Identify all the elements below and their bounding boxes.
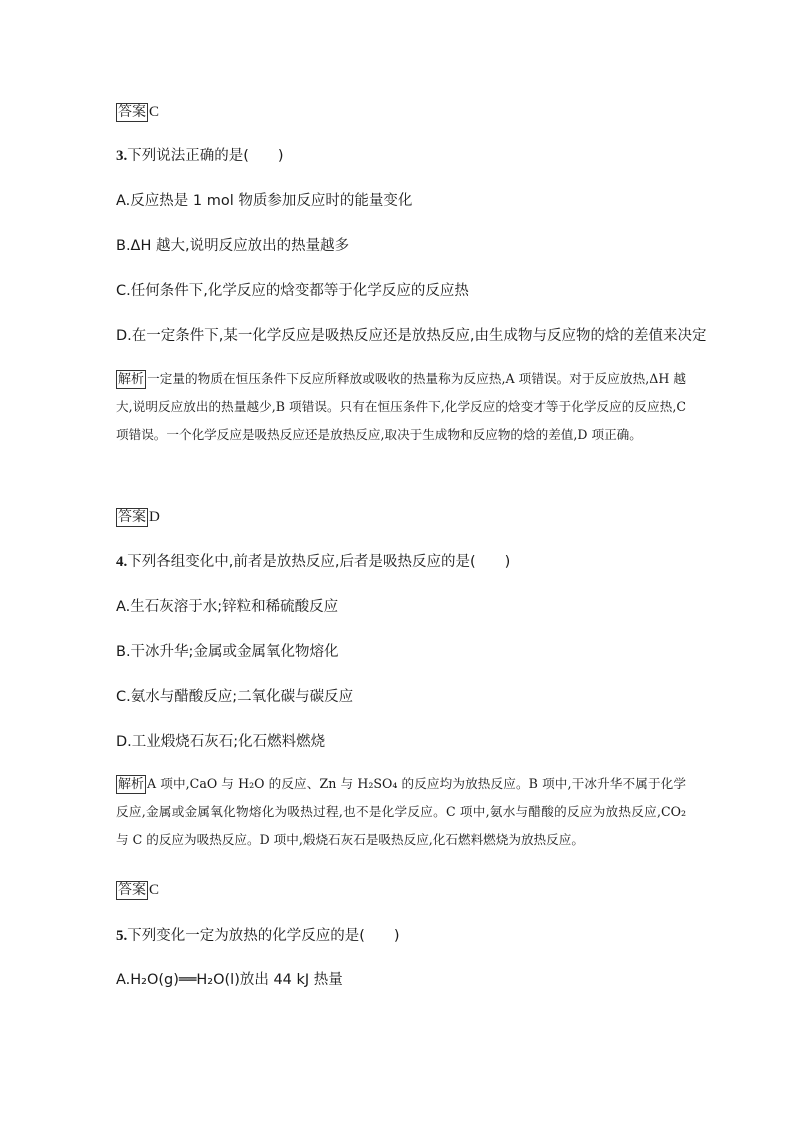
explanation-text: 一定量的物质在恒压条件下反应所释放或吸收的热量称为反应热,A 项错误。对于反应放热,ΔH 越大,说明反应放出的热量越少,B 项错误。只有在恒压条件下,化学反应的焓变才等于化学反应的反应热,C 项错误。一个化学反应是吸热反应还是放热反应,取决于生成物和反应物的焓的差值,D 项正确。: [116, 371, 686, 442]
question-text: 下列变化一定为放热的化学反应的是( ): [127, 928, 400, 944]
explanation-text: A 项中,CaO 与 H₂O 的反应、Zn 与 H₂SO₄ 的反应均为放热反应。B 项中,干冰升华不属于化学反应,金属或金属氧化物熔化为吸热过程,也不是化学反应。C 项中,氨水与醋酸的反应为放热反应,CO₂ 与 C 的反应为吸热反应。D 项中,煅烧石灰石是吸热反应,化石燃料燃烧为放热反应。: [116, 776, 686, 847]
question-4-stem: [116, 552, 510, 572]
question-4-option-c: C.氨水与醋酸反应;二氧化碳与碳反应: [116, 689, 354, 705]
question-3-option-b: B.ΔH 越大,说明反应放出的热量越多: [116, 238, 350, 254]
question-4-option-d: D.工业煅烧石灰石;化石燃料燃烧: [116, 734, 326, 750]
answer-value: C: [149, 104, 160, 120]
answer-q4: [116, 880, 159, 900]
answer-q2: [116, 102, 159, 122]
question-number: 4.: [116, 554, 128, 570]
question-4-option-b: B.干冰升华;金属或金属氧化物熔化: [116, 644, 339, 660]
answer-label-box: 答案: [118, 509, 146, 525]
question-3-option-a: A.反应热是 1 mol 物质参加反应时的能量变化: [116, 193, 413, 209]
question-number: 3.: [116, 148, 128, 164]
question-3-stem: [116, 146, 284, 166]
answer-label-box: 答案: [118, 104, 146, 120]
question-5-stem: [116, 926, 400, 946]
question-5-option-a: A.H₂O(g)══H₂O(l)放出 44 kJ 热量: [116, 972, 343, 988]
question-3-option-d: D.在一定条件下,某一化学反应是吸热反应还是放热反应,由生成物与反应物的焓的差值来决定: [116, 328, 707, 344]
question-4-explanation: [116, 770, 686, 854]
question-text: 下列说法正确的是( ): [127, 148, 284, 164]
explanation-label-box: 解析: [118, 372, 145, 387]
answer-label-box: 答案: [118, 882, 146, 898]
question-4-option-a: A.生石灰溶于水;锌粒和稀硫酸反应: [116, 599, 339, 615]
question-number: 5.: [116, 928, 128, 944]
answer-q3: [116, 507, 160, 527]
question-text: 下列各组变化中,前者是放热反应,后者是吸热反应的是( ): [127, 554, 511, 570]
question-3-option-c: C.任何条件下,化学反应的焓变都等于化学反应的反应热: [116, 283, 469, 299]
answer-value: D: [149, 509, 160, 525]
answer-value: C: [149, 882, 160, 898]
question-3-explanation: [116, 365, 686, 449]
explanation-label-box: 解析: [118, 777, 145, 792]
